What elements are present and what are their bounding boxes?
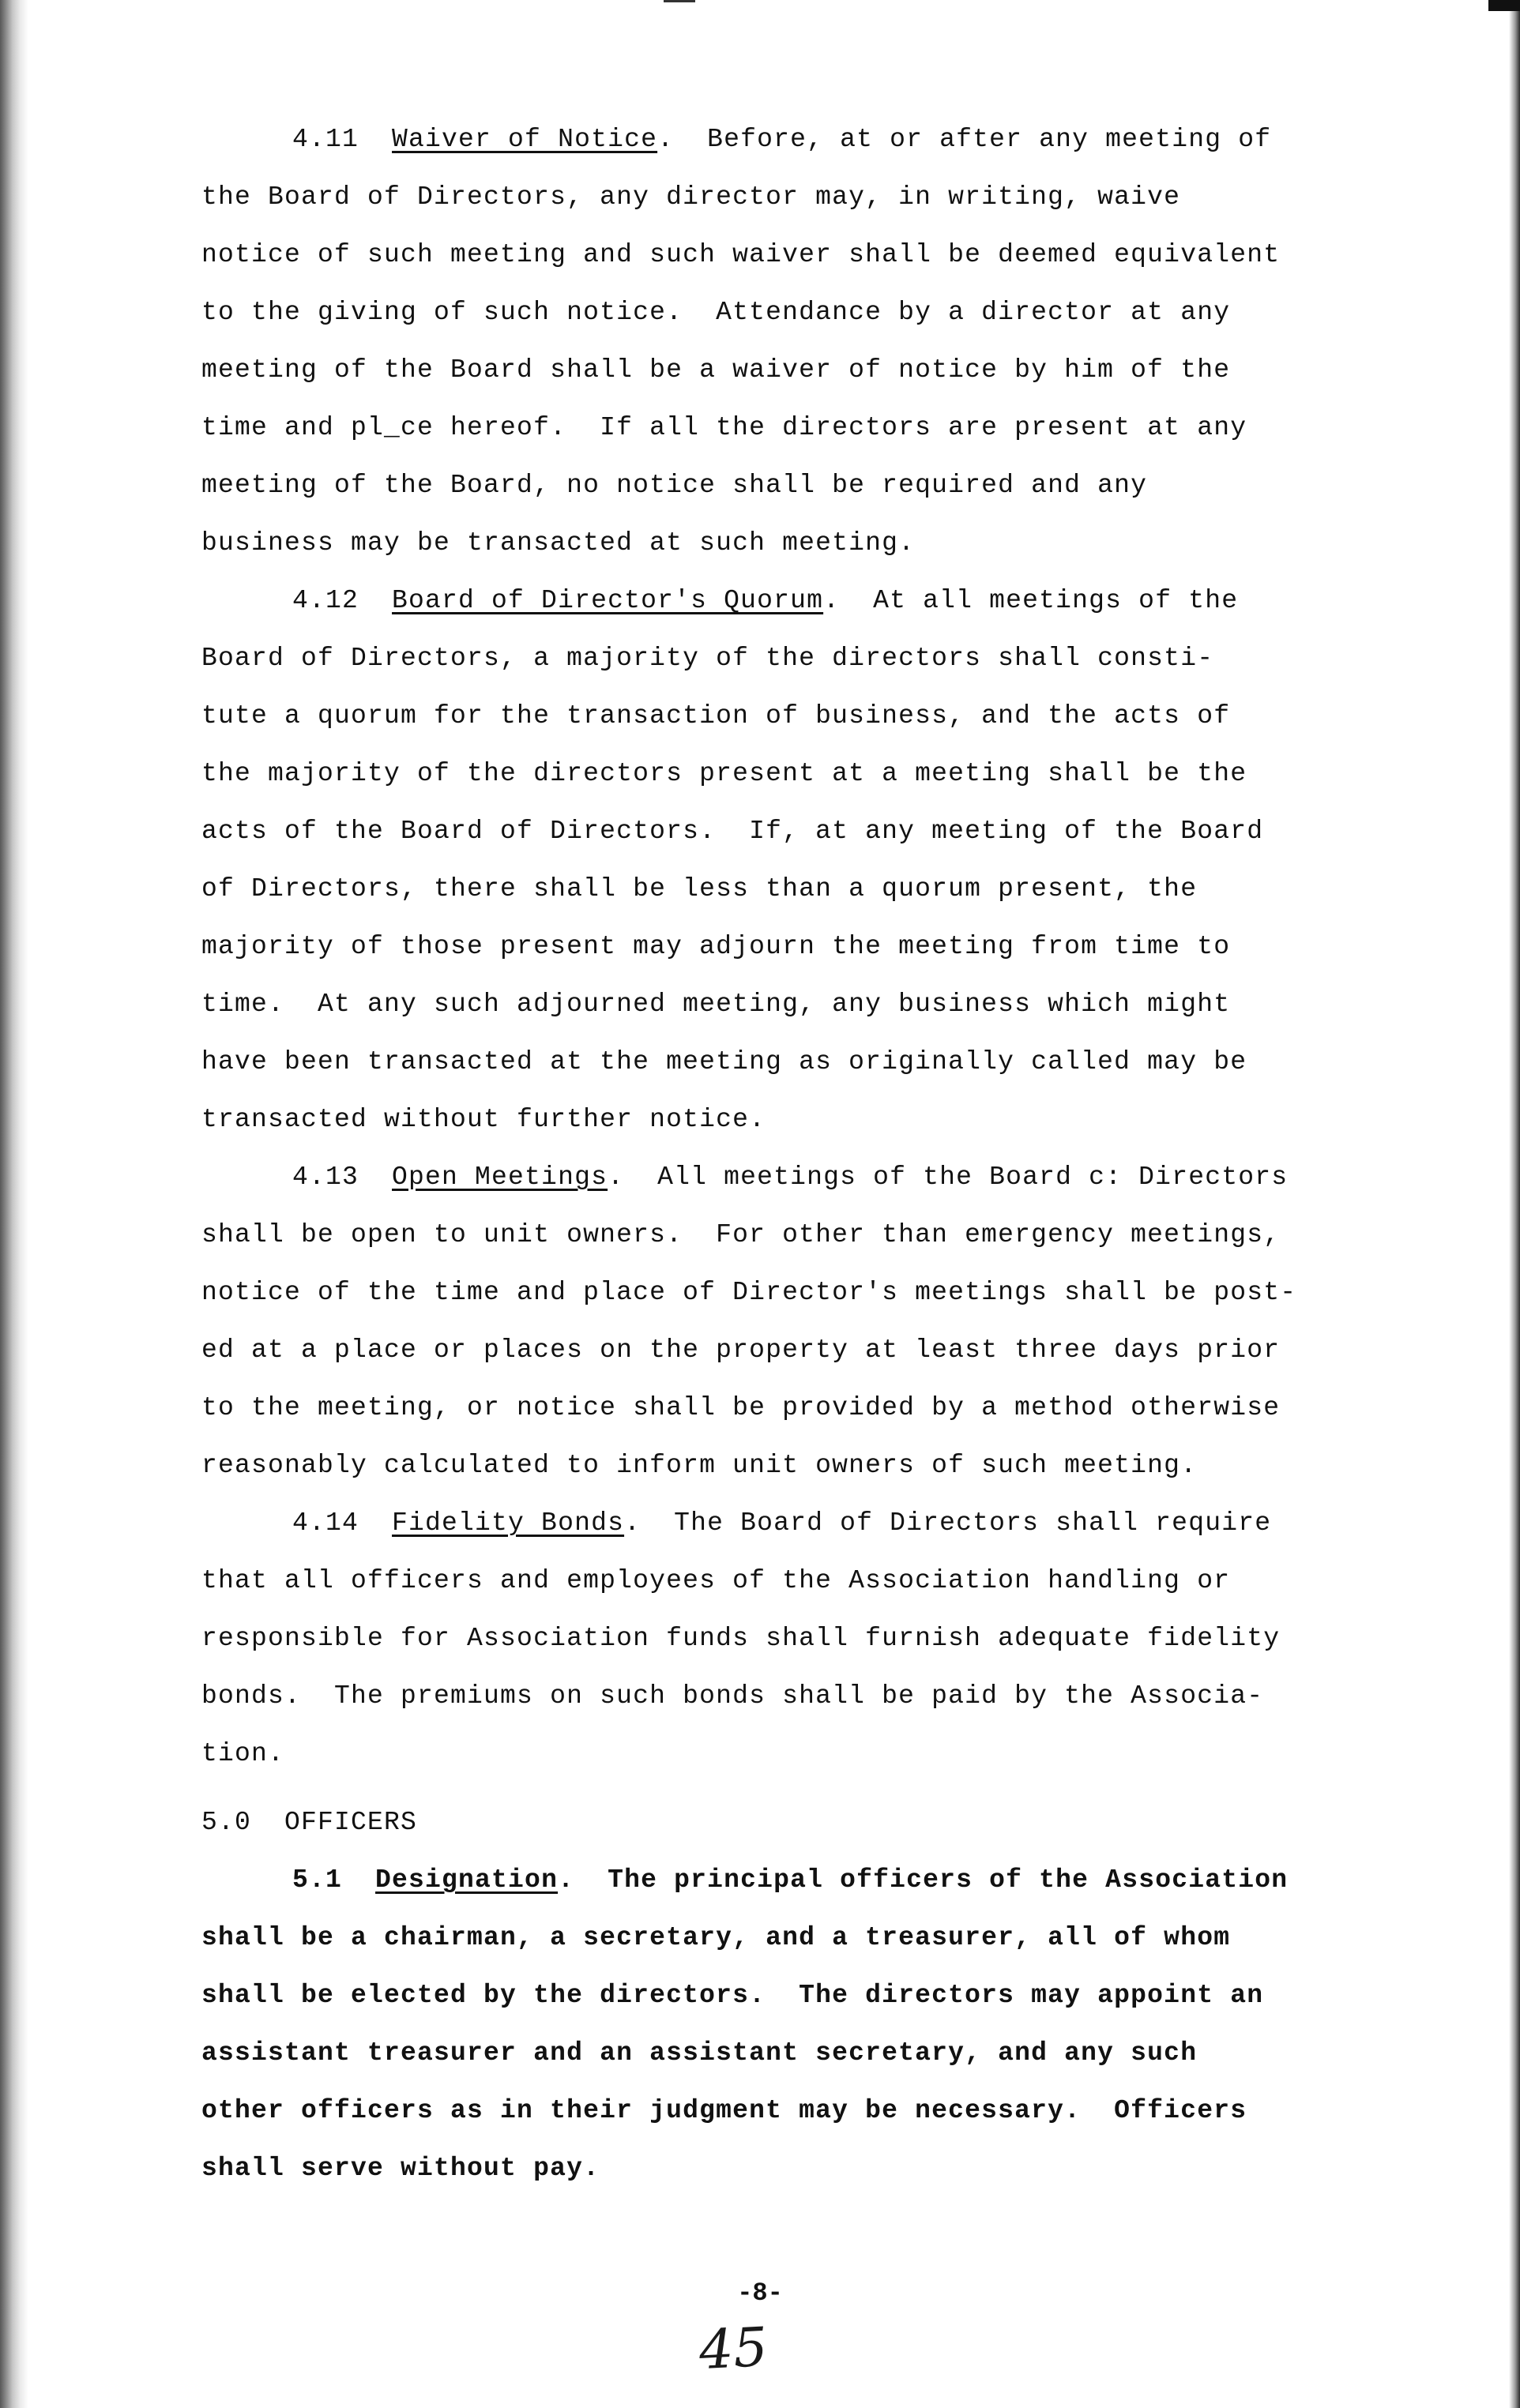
text-line: meeting of the Board shall be a waiver of notice by him of the (201, 355, 1231, 385)
text-line: have been transacted at the meeting as originally called may be (201, 1047, 1247, 1076)
text-line: assistant treasurer and an assistant secretary, and any such (201, 2038, 1198, 2068)
officers-section (201, 1851, 1371, 2197)
section-first-line: . The principal officers of the Association (558, 1865, 1289, 1895)
scan-edge-right (1509, 0, 1520, 2408)
text-line: business may be transacted at such meeting. (201, 528, 916, 558)
text-line: notice of the time and place of Director's meetings shall be post- (201, 1278, 1297, 1307)
text-line: meeting of the Board, no notice shall be required and any (201, 471, 1148, 500)
scan-edge-left (0, 0, 28, 2408)
text-line: transacted without further notice. (201, 1105, 766, 1134)
text-line: shall be elected by the directors. The directors may appoint an (201, 1981, 1264, 2010)
text-line: the majority of the directors present at a meeting shall be the (201, 759, 1247, 788)
text-line: time. At any such adjourned meeting, any business which might (201, 990, 1231, 1019)
section-first-line: . Before, at or after any meeting of (657, 125, 1272, 154)
section-title: Fidelity Bonds (392, 1508, 625, 1538)
section-first-line: . The Board of Directors shall require (624, 1508, 1272, 1538)
text-line: that all officers and employees of the Association handling or (201, 1566, 1231, 1595)
section-title: Board of Director's Quorum (392, 586, 824, 615)
text-line: the Board of Directors, any director may, in writing, waive (201, 182, 1181, 212)
corner-mark (1488, 0, 1520, 11)
text-line: tute a quorum for the transaction of business, and the acts of (201, 701, 1231, 731)
section-first-line: . At all meetings of the (823, 586, 1239, 615)
text-line: notice of such meeting and such waiver shall be deemed equivalent (201, 240, 1281, 269)
section-4-11-heading-line (201, 111, 1371, 168)
section-number: 4.14 (292, 1508, 359, 1538)
text-line: responsible for Association funds shall furnish adequate fidelity (201, 1624, 1281, 1653)
section-4-12-heading-line (201, 572, 1371, 629)
text-line: acts of the Board of Directors. If, at any meeting of the Board (201, 817, 1264, 846)
text-line: time and pl_ce hereof. If all the directors are present at any (201, 413, 1247, 442)
section-title: Open Meetings (392, 1163, 608, 1192)
text-line: reasonably calculated to inform unit owners of such meeting. (201, 1451, 1198, 1480)
text-line: of Directors, there shall be less than a quorum present, the (201, 874, 1198, 903)
page-number: -8- (737, 2278, 783, 2308)
section-title: Designation (375, 1865, 559, 1895)
text-line: bonds. The premiums on such bonds shall be paid by the Associa- (201, 1681, 1264, 1711)
section-title: Waiver of Notice (392, 125, 658, 154)
section-number: 4.11 (292, 125, 359, 154)
text-line: other officers as in their judgment may be necessary. Officers (201, 2096, 1247, 2125)
document-body (201, 111, 1371, 2197)
section-5-1-heading-line (201, 1851, 1371, 1909)
text-line: Board of Directors, a majority of the directors shall consti- (201, 644, 1214, 673)
section-number: 4.13 (292, 1163, 359, 1192)
text-line: shall be a chairman, a secretary, and a treasurer, all of whom (201, 1923, 1231, 1952)
text-line: majority of those present may adjourn the meeting from time to (201, 932, 1231, 961)
section-number: 5.1 (292, 1865, 343, 1895)
text-line: to the giving of such notice. Attendance by a director at any (201, 298, 1231, 327)
top-dash (664, 0, 695, 2)
text-line: to the meeting, or notice shall be provided by a method otherwise (201, 1393, 1281, 1422)
section-4-14-heading-line (201, 1494, 1371, 1552)
officers-heading: 5.0 OFFICERS (201, 1808, 418, 1837)
section-number: 4.12 (292, 586, 359, 615)
section-first-line: . All meetings of the Board c: Directors (608, 1163, 1289, 1192)
handwritten-page-number: 45 (697, 2316, 769, 2383)
text-line: shall serve without pay. (201, 2154, 600, 2183)
text-line: tion. (201, 1739, 285, 1768)
section-4-13-heading-line (201, 1148, 1371, 1206)
text-line: shall be open to unit owners. For other than emergency meetings, (201, 1220, 1281, 1249)
text-line: ed at a place or places on the property at least three days prior (201, 1335, 1281, 1365)
